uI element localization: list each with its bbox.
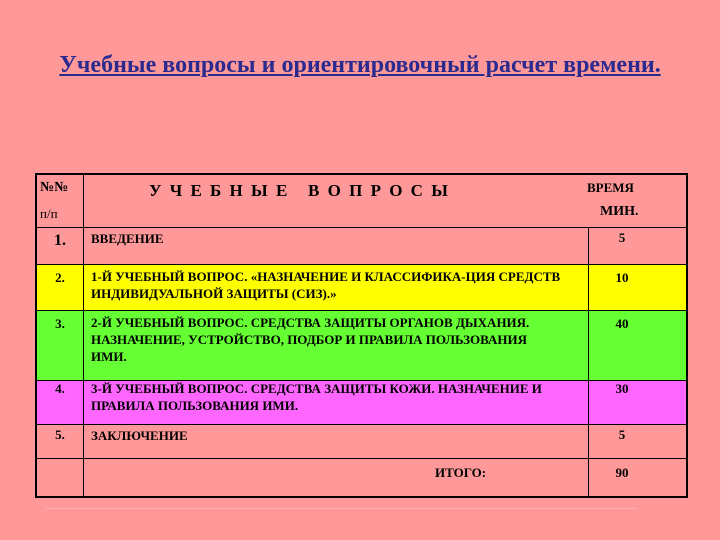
row-num: 5. (55, 427, 65, 442)
row-time: 5 (618, 427, 626, 442)
row-divider (37, 227, 686, 228)
row-time: 5 (618, 230, 626, 245)
row-num: 2. (55, 270, 65, 285)
row-time: 30 (615, 381, 629, 396)
row-divider (37, 424, 686, 425)
row-question: 3-Й УЧЕБНЫЙ ВОПРОС. СРЕДСТВА ЗАЩИТЫ КОЖИ. НАЗНАЧЕНИЕ И ПРАВИЛА ПОЛЬЗОВАНИЯ ИМИ. (91, 381, 542, 413)
header-num-bottom: п/п (40, 206, 58, 221)
header-questions: У Ч Е Б Н Ы Е В О П Р О С Ы (149, 181, 450, 200)
row-num: 1. (54, 232, 66, 249)
row-question: 2-Й УЧЕБНЫЙ ВОПРОС. СРЕДСТВА ЗАЩИТЫ ОРГАНОВ ДЫХАНИЯ. НАЗНАЧЕНИЕ, УСТРОЙСТВО, ПОДБОР И ПРАВИЛА ПОЛЬЗОВАНИЯ ИМИ. (91, 315, 530, 364)
row-num: 3. (55, 316, 65, 331)
row-divider (37, 458, 686, 459)
header-time-bottom: МИН. (600, 204, 639, 219)
divider (46, 508, 636, 509)
row-question: ЗАКЛЮЧЕНИЕ (91, 428, 188, 443)
row-num: 4. (55, 381, 65, 396)
row-divider (37, 310, 686, 311)
row-question: ВВЕДЕНИЕ (91, 231, 164, 246)
page-title: Учебные вопросы и ориентировочный расчет времени. (59, 52, 661, 78)
schedule-table (35, 173, 688, 498)
total-value: 90 (615, 465, 629, 480)
total-label: ИТОГО: (435, 465, 487, 480)
column-divider (588, 227, 589, 496)
row-divider (37, 264, 686, 265)
row-time: 10 (615, 270, 629, 285)
header-time-top: ВРЕМЯ (587, 180, 634, 195)
row-time: 40 (615, 316, 629, 331)
header-num-top: №№ (40, 180, 69, 195)
column-divider (83, 175, 84, 496)
row-question: 1-Й УЧЕБНЫЙ ВОПРОС. «НАЗНАЧЕНИЕ И КЛАССИФИКА-ЦИЯ СРЕДСТВ ИНДИВИДУАЛЬНОЙ ЗАЩИТЫ (СИЗ).» (91, 269, 561, 301)
